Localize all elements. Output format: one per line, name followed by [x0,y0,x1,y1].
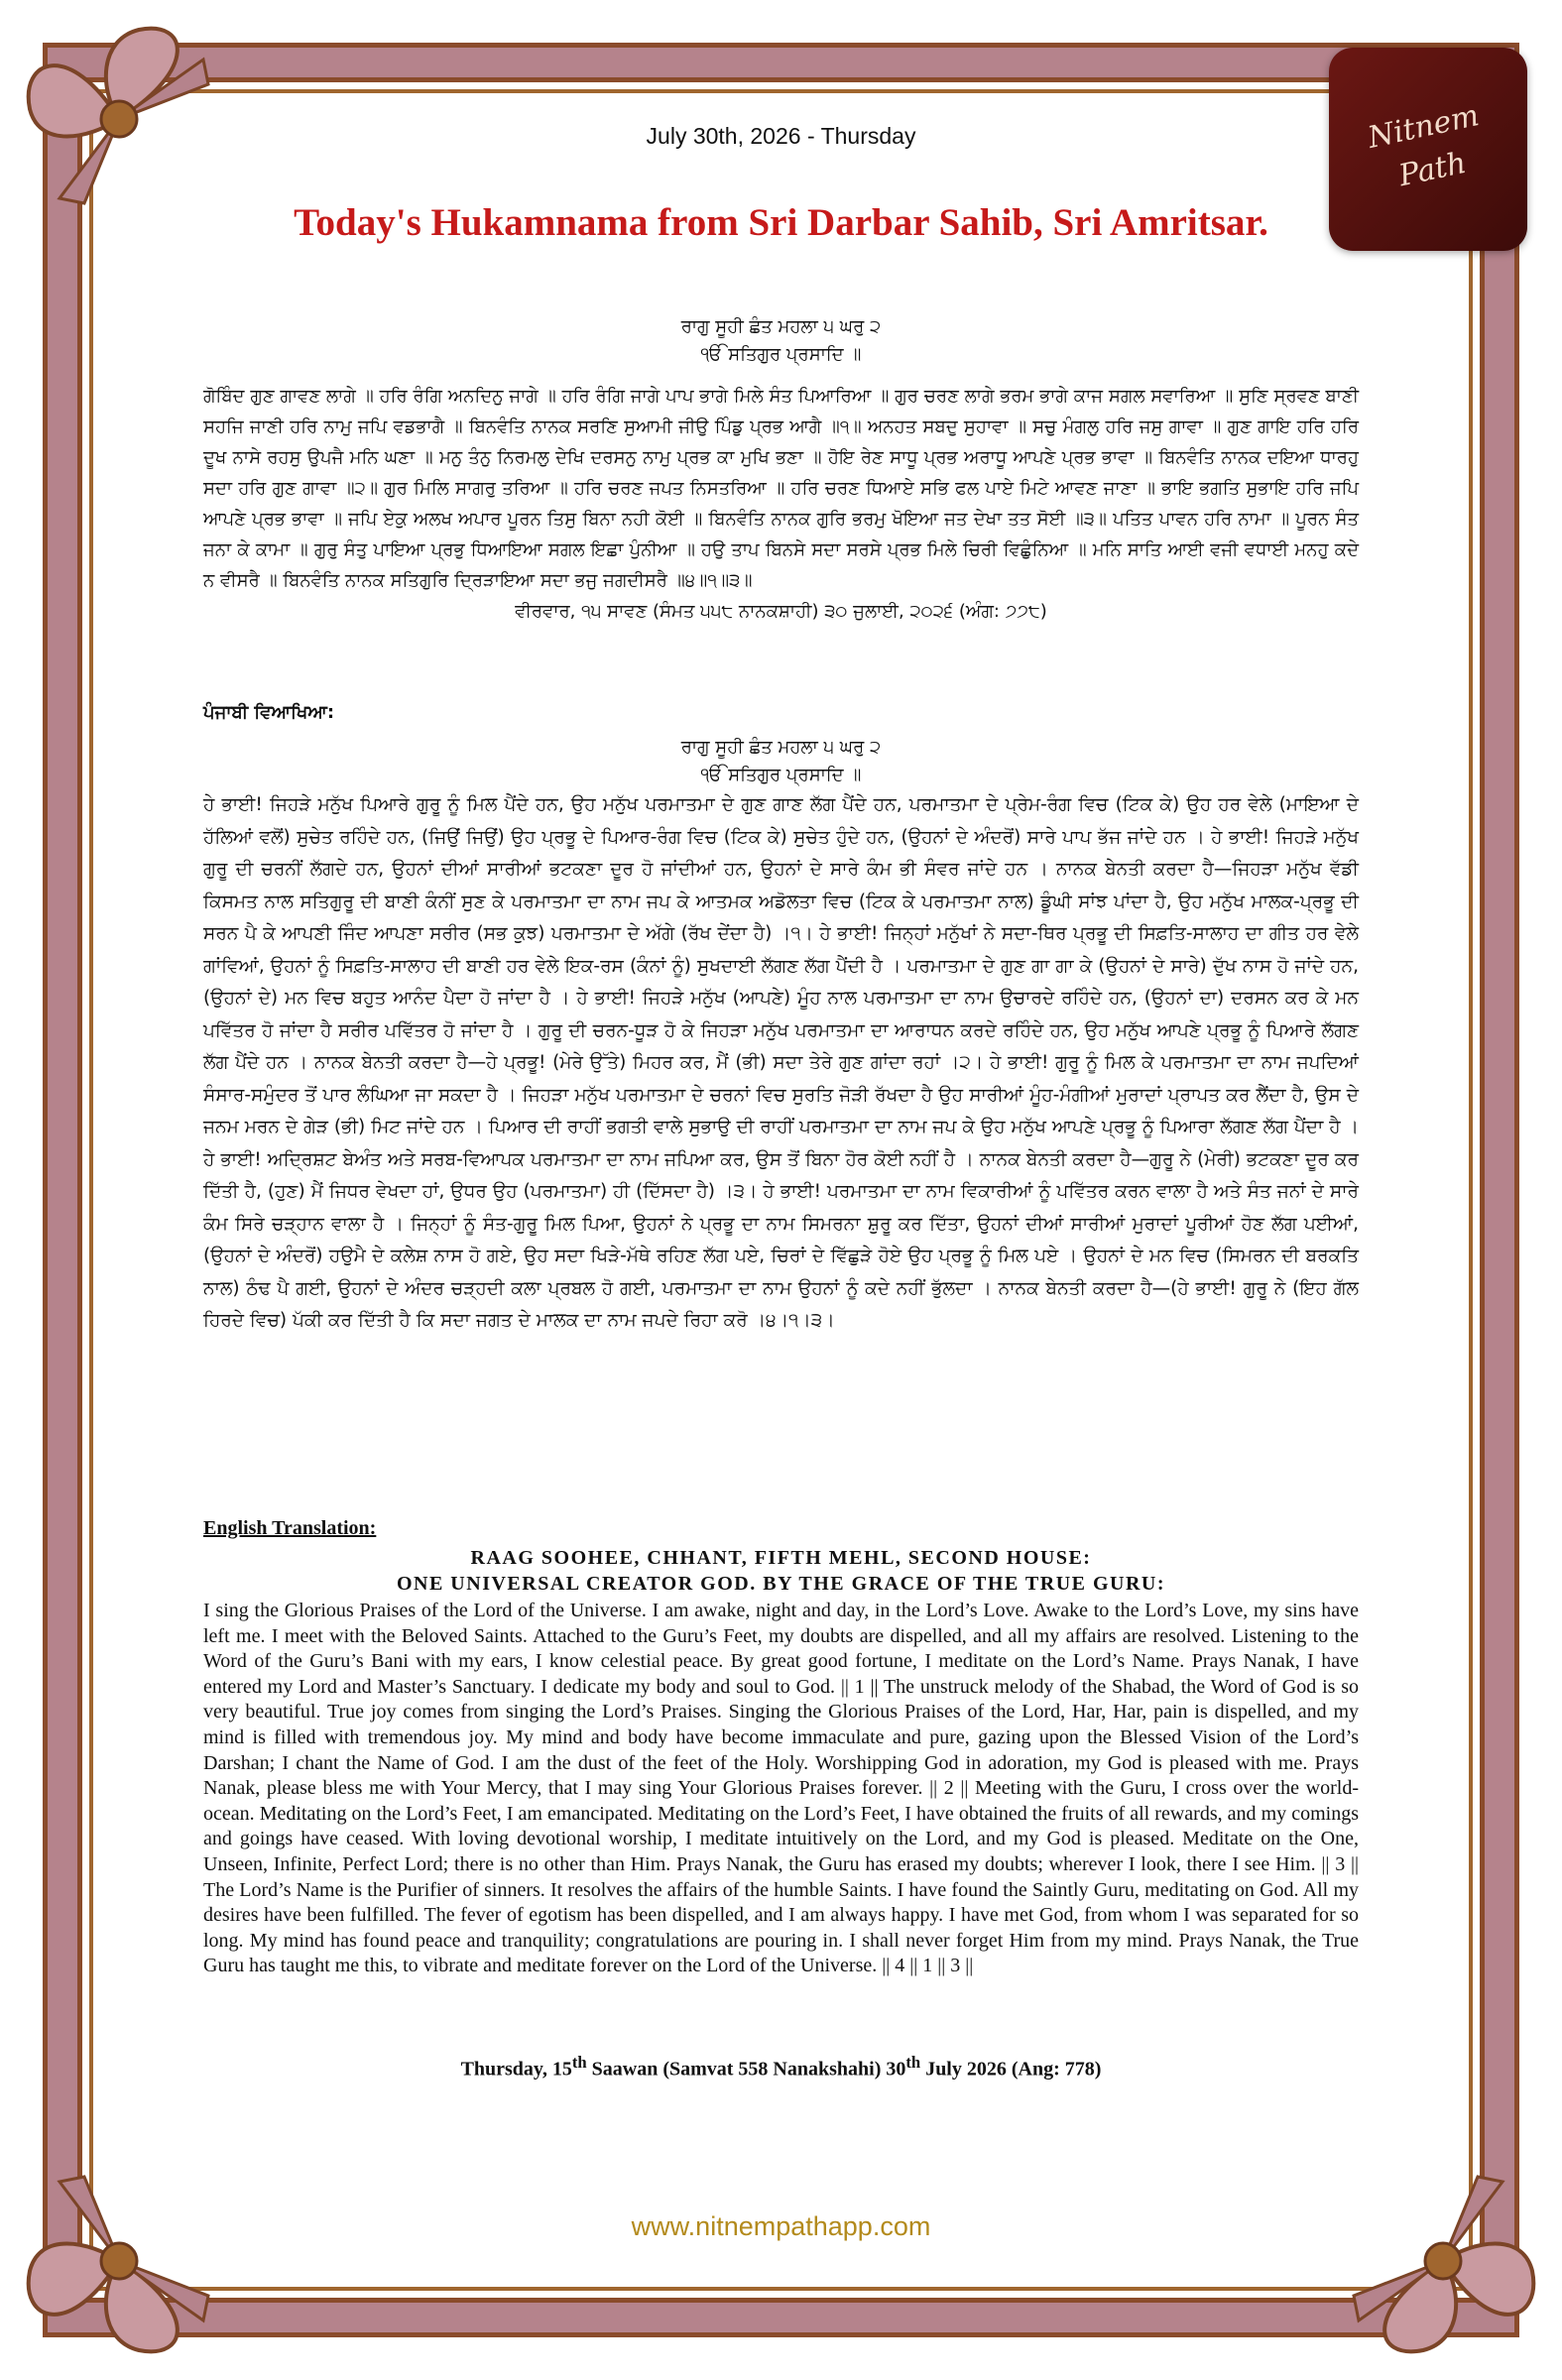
gurmukhi-date-line: ਵੀਰਵਾਰ, ੧੫ ਸਾਵਣ (ਸੰਮਤ ੫੫੮ ਨਾਨਕਸ਼ਾਹੀ) ੩੦ ਜੁਲਾਈ, ੨੦੨੬ (ਅੰਗ: ੭੭੮) [515,601,1047,622]
ribbon-bow-icon [1324,2142,1562,2380]
english-heading-line-2: ONE UNIVERSAL CREATOR GOD. BY THE GRACE OF THE TRUE GURU: [396,1573,1166,1595]
english-heading [203,1545,1359,1597]
date-suffix: July 2026 (Ang: 778) [920,2058,1102,2081]
gurmukhi-heading [203,313,1359,369]
english-translation-label: English Translation: [203,1517,377,1539]
ribbon-bow-icon [0,2142,238,2380]
punjabi-vyakhya-label: ਪੰਜਾਬੀ ਵਿਆਖਿਆ: [203,702,335,723]
vyakhya-heading [203,734,1359,789]
punjabi-vyakhya-text: ਹੇ ਭਾਈ! ਜਿਹੜੇ ਮਨੁੱਖ ਪਿਆਰੇ ਗੁਰੂ ਨੂੰ ਮਿਲ ਪੈਂਦੇ ਹਨ, ਉਹ ਮਨੁੱਖ ਪਰਮਾਤਮਾ ਦੇ ਗੁਣ ਗਾਣ ਲੱਗ ਪੈਂਦੇ ਹਨ, ਪਰਮਾਤਮਾ ਦੇ ਪ੍ਰੇਮ-ਰੰਗ ਵਿਚ (ਟਿਕ ਕੇ) ਉਹ ਹਰ ਵੇਲੇ (ਮਾਇਆ ਦੇ ਹੱਲਿਆਂ ਵਲੋਂ) ਸੁਚੇਤ ਰਹਿੰਦੇ ਹਨ, (ਜਿਉਂ ਜਿਉਂ) ਉਹ ਪ੍ਰਭੂ ਦੇ ਪਿਆਰ-ਰੰਗ ਵਿਚ (ਟਿਕ ਕੇ) ਸੁਚੇਤ ਹੁੰਦੇ ਹਨ, (ਉਹਨਾਂ ਦੇ ਅੰਦਰੋਂ) ਸਾਰੇ ਪਾਪ ਭੱਜ ਜਾਂਦੇ ਹਨ । ਹੇ ਭਾਈ! ਜਿਹੜੇ ਮਨੁੱਖ ਗੁਰੂ ਦੀ ਚਰਨੀਂ ਲੱਗਦੇ ਹਨ, ਉਹਨਾਂ ਦੀਆਂ ਸਾਰੀਆਂ ਭਟਕਣਾ ਦੂਰ ਹੋ ਜਾਂਦੀਆਂ ਹਨ, ਉਹਨਾਂ ਦੇ ਸਾਰੇ ਕੰਮ ਭੀ ਸੰਵਰ ਜਾਂਦੇ ਹਨ । ਨਾਨਕ ਬੇਨਤੀ ਕਰਦਾ ਹੈ—ਜਿਹੜਾ ਮਨੁੱਖ ਵੱਡੀ ਕਿਸਮਤ ਨਾਲ ਸਤਿਗੁਰੂ ਦੀ ਬਾਣੀ ਕੰਨੀਂ ਸੁਣ ਕੇ ਪਰਮਾਤਮਾ ਦਾ ਨਾਮ ਜਪ ਕੇ ਆਤਮਕ ਅਡੋਲਤਾ ਵਿਚ (ਟਿਕ ਕੇ ਪਰਮਾਤਮਾ ਨਾਲ) ਡੂੰਘੀ ਸਾਂਝ ਪਾਂਦਾ ਹੈ, ਉਹ ਮਨੁੱਖ ਮਾਲਕ-ਪ੍ਰਭੂ ਦੀ ਸਰਨ ਪੈ ਕੇ ਆਪਣੀ ਜਿੰਦ ਆਪਣਾ ਸਰੀਰ (ਸਭ ਕੁਝ) ਪਰਮਾਤਮਾ ਦੇ ਅੱਗੇ (ਰੱਖ ਦੇਂਦਾ ਹੈ) ।੧। ਹੇ ਭਾਈ! ਜਿਨ੍ਹਾਂ ਮਨੁੱਖਾਂ ਨੇ ਸਦਾ-ਥਿਰ ਪ੍ਰਭੂ ਦੀ ਸਿਫ਼ਤਿ-ਸਾਲਾਹ ਦਾ ਗੀਤ ਹਰ ਵੇਲੇ ਗਾਂਵਿਆਂ, ਉਹਨਾਂ ਨੂੰ ਸਿਫ਼ਤਿ-ਸਾਲਾਹ ਦੀ ਬਾਣੀ ਹਰ ਵੇਲੇ ਇਕ-ਰਸ (ਕੰਨਾਂ ਨੂੰ) ਸੁਖਦਾਈ ਲੱਗਣ ਲੱਗ ਪੈਂਦੀ ਹੈ । ਪਰਮਾਤਮਾ ਦੇ ਗੁਣ ਗਾ ਗਾ ਕੇ (ਉਹਨਾਂ ਦੇ ਸਾਰੇ) ਦੁੱਖ ਨਾਸ ਹੋ ਜਾਂਦੇ ਹਨ, (ਉਹਨਾਂ ਦੇ) ਮਨ ਵਿਚ ਬਹੁਤ ਆਨੰਦ ਪੈਦਾ ਹੋ ਜਾਂਦਾ ਹੈ । ਹੇ ਭਾਈ! ਜਿਹੜੇ ਮਨੁੱਖ (ਆਪਣੇ) ਮੂੰਹ ਨਾਲ ਪਰਮਾਤਮਾ ਦਾ ਨਾਮ ਉਚਾਰਦੇ ਰਹਿੰਦੇ ਹਨ, (ਉਹਨਾਂ ਦਾ) ਦਰਸਨ ਕਰ ਕੇ ਮਨ ਪਵਿੱਤਰ ਹੋ ਜਾਂਦਾ ਹੈ ਸਰੀਰ ਪਵਿੱਤਰ ਹੋ ਜਾਂਦਾ ਹੈ । ਗੁਰੂ ਦੀ ਚਰਨ-ਧੂੜ ਹੋ ਕੇ ਜਿਹੜਾ ਮਨੁੱਖ ਪਰਮਾਤਮਾ ਦਾ ਆਰਾਧਨ ਕਰਦੇ ਰਹਿੰਦੇ ਹਨ, ਉਹ ਮਨੁੱਖ ਆਪਣੇ ਪ੍ਰਭੂ ਨੂੰ ਪਿਆਰੇ ਲੱਗਣ ਲੱਗ ਪੈਂਦੇ ਹਨ । ਨਾਨਕ ਬੇਨਤੀ ਕਰਦਾ ਹੈ—ਹੇ ਪ੍ਰਭੂ! (ਮੇਰੇ ਉੱਤੇ) ਮਿਹਰ ਕਰ, ਮੈਂ (ਭੀ) ਸਦਾ ਤੇਰੇ ਗੁਣ ਗਾਂਦਾ ਰਹਾਂ ।੨। ਹੇ ਭਾਈ! ਗੁਰੂ ਨੂੰ ਮਿਲ ਕੇ ਪਰਮਾਤਮਾ ਦਾ ਨਾਮ ਜਪਦਿਆਂ ਸੰਸਾਰ-ਸਮੁੰਦਰ ਤੋਂ ਪਾਰ ਲੰਘਿਆ ਜਾ ਸਕਦਾ ਹੈ । ਜਿਹੜਾ ਮਨੁੱਖ ਪਰਮਾਤਮਾ ਦੇ ਚਰਨਾਂ ਵਿਚ ਸੁਰਤਿ ਜੋੜੀ ਰੱਖਦਾ ਹੈ ਉਹ ਸਾਰੀਆਂ ਮੂੰਹ-ਮੰਗੀਆਂ ਮੁਰਾਦਾਂ ਪ੍ਰਾਪਤ ਕਰ ਲੈਂਦਾ ਹੈ, ਉਸ ਦੇ ਜਨਮ ਮਰਨ ਦੇ ਗੇੜ (ਭੀ) ਮਿਟ ਜਾਂਦੇ ਹਨ । ਪਿਆਰ ਦੀ ਰਾਹੀਂ ਭਗਤੀ ਵਾਲੇ ਸੁਭਾਉ ਦੀ ਰਾਹੀਂ ਪਰਮਾਤਮਾ ਦਾ ਨਾਮ ਜਪ ਕੇ ਉਹ ਮਨੁੱਖ ਆਪਣੇ ਪ੍ਰਭੂ ਨੂੰ ਪਿਆਰਾ ਲੱਗਣ ਲੱਗ ਪੈਂਦਾ ਹੈ । ਹੇ ਭਾਈ! ਅਦ੍ਰਿਸ਼ਟ ਬੇਅੰਤ ਅਤੇ ਸਰਬ-ਵਿਆਪਕ ਪਰਮਾਤਮਾ ਦਾ ਨਾਮ ਜਪਿਆ ਕਰ, ਉਸ ਤੋਂ ਬਿਨਾ ਹੋਰ ਕੋਈ ਨਹੀਂ ਹੈ । ਨਾਨਕ ਬੇਨਤੀ ਕਰਦਾ ਹੈ—ਗੁਰੂ ਨੇ (ਮੇਰੀ) ਭਟਕਣਾ ਦੂਰ ਕਰ ਦਿੱਤੀ ਹੈ, (ਹੁਣ) ਮੈਂ ਜਿਧਰ ਵੇਖਦਾ ਹਾਂ, ਉਧਰ ਉਹ (ਪਰਮਾਤਮਾ) ਹੀ (ਦਿੱਸਦਾ ਹੈ) ।੩। ਹੇ ਭਾਈ! ਪਰਮਾਤਮਾ ਦਾ ਨਾਮ ਵਿਕਾਰੀਆਂ ਨੂੰ ਪਵਿੱਤਰ ਕਰਨ ਵਾਲਾ ਹੈ ਅਤੇ ਸੰਤ ਜਨਾਂ ਦੇ ਸਾਰੇ ਕੰਮ ਸਿਰੇ ਚੜ੍ਹਾਨ ਵਾਲਾ ਹੈ । ਜਿਨ੍ਹਾਂ ਨੂੰ ਸੰਤ-ਗੁਰੂ ਮਿਲ ਪਿਆ, ਉਹਨਾਂ ਨੇ ਪ੍ਰਭੂ ਦਾ ਨਾਮ ਸਿਮਰਨਾ ਸ਼ੁਰੂ ਕਰ ਦਿੱਤਾ, ਉਹਨਾਂ ਦੀਆਂ ਸਾਰੀਆਂ ਮੁਰਾਦਾਂ ਪੂਰੀਆਂ ਹੋਣ ਲੱਗ ਪਈਆਂ, (ਉਹਨਾਂ ਦੇ ਅੰਦਰੋਂ) ਹਉਮੈ ਦੇ ਕਲੇਸ਼ ਨਾਸ ਹੋ ਗਏ, ਉਹ ਸਦਾ ਖਿੜੇ-ਮੱਥੇ ਰਹਿਣ ਲੱਗ ਪਏ, ਚਿਰਾਂ ਦੇ ਵਿੱਛੁੜੇ ਹੋਏ ਉਹ ਪ੍ਰਭੂ ਨੂੰ ਮਿਲ ਪਏ । ਉਹਨਾਂ ਦੇ ਮਨ ਵਿਚ (ਸਿਮਰਨ ਦੀ ਬਰਕਤਿ ਨਾਲ) ਠੰਢ ਪੈ ਗਈ, ਉਹਨਾਂ ਦੇ ਅੰਦਰ ਚੜ੍ਹਦੀ ਕਲਾ ਪ੍ਰਬਲ ਹੋ ਗਈ, ਪਰਮਾਤਮਾ ਦਾ ਨਾਮ ਉਹਨਾਂ ਨੂੰ ਕਦੇ ਨਹੀਂ ਭੁੱਲਦਾ । ਨਾਨਕ ਬੇਨਤੀ ਕਰਦਾ ਹੈ—(ਹੇ ਭਾਈ! ਗੁਰੂ ਨੇ (ਇਹ ਗੱਲ ਹਿਰਦੇ ਵਿਚ) ਪੱਕੀ ਕਰ ਦਿੱਤੀ ਹੈ ਕਿ ਸਦਾ ਜਗਤ ਦੇ ਮਾਲਕ ਦਾ ਨਾਮ ਜਪਦੇ ਰਿਹਾ ਕਰੋ ।੪।੧।੩। [203,794,1359,1331]
mool-line: ੴ ਸਤਿਗੁਰ ਪ੍ਰਸਾਦਿ ॥ [700,344,862,365]
english-heading-line-1: RAAG SOOHEE, CHHANT, FIFTH MEHL, SECOND HOUSE: [470,1547,1092,1569]
date-mid: Saawan (Samvat 558 Nanakshahi) 30 [586,2058,906,2081]
vyakhya-mool-line: ੴ ਸਤਿਗੁਰ ਪ੍ਰਸਾਦਿ ॥ [700,765,862,785]
gurmukhi-shabad [203,381,1359,627]
website-link[interactable]: www.nitnempathapp.com [631,2211,931,2241]
date-sup-2: th [905,2053,921,2072]
english-date-line [203,2053,1359,2082]
logo-text: Nitnem Path [1365,98,1483,194]
shabad-text: ਗੋਬਿੰਦ ਗੁਣ ਗਾਵਣ ਲਾਗੇ ॥ ਹਰਿ ਰੰਗਿ ਅਨਦਿਨੁ ਜਾਗੇ ॥ ਹਰਿ ਰੰਗਿ ਜਾਗੇ ਪਾਪ ਭਾਗੇ ਮਿਲੇ ਸੰਤ ਪਿਆਰਿਆ ॥ ਗੁਰ ਚਰਣ ਲਾਗੇ ਭਰਮ ਭਾਗੇ ਕਾਜ ਸਗਲ ਸਵਾਰਿਆ ॥ ਸੁਣਿ ਸ੍ਰਵਣ ਬਾਣੀ ਸਹਜਿ ਜਾਣੀ ਹਰਿ ਨਾਮੁ ਜਪਿ ਵਡਭਾਗੈ ॥ ਬਿਨਵੰਤਿ ਨਾਨਕ ਸਰਣਿ ਸੁਆਮੀ ਜੀਉ ਪਿੰਡੁ ਪ੍ਰਭ ਆਗੈ ॥੧॥ ਅਨਹਤ ਸਬਦੁ ਸੁਹਾਵਾ ॥ ਸਚੁ ਮੰਗਲੁ ਹਰਿ ਜਸੁ ਗਾਵਾ ॥ ਗੁਣ ਗਾਇ ਹਰਿ ਹਰਿ ਦੂਖ ਨਾਸੇ ਰਹਸੁ ਉਪਜੈ ਮਨਿ ਘਣਾ ॥ ਮਨੁ ਤੰਨੁ ਨਿਰਮਲੁ ਦੇਖਿ ਦਰਸਨੁ ਨਾਮੁ ਪ੍ਰਭ ਕਾ ਮੁਖਿ ਭਣਾ ॥ ਹੋਇ ਰੇਣ ਸਾਧੂ ਪ੍ਰਭ ਅਰਾਧੂ ਆਪਣੇ ਪ੍ਰਭ ਭਾਵਾ ॥ ਬਿਨਵੰਤਿ ਨਾਨਕ ਦਇਆ ਧਾਰਹੁ ਸਦਾ ਹਰਿ ਗੁਣ ਗਾਵਾ ॥੨॥ ਗੁਰ ਮਿਲਿ ਸਾਗਰੁ ਤਰਿਆ ॥ ਹਰਿ ਚਰਣ ਜਪਤ ਨਿਸਤਰਿਆ ॥ ਹਰਿ ਚਰਣ ਧਿਆਏ ਸਭਿ ਫਲ ਪਾਏ ਮਿਟੇ ਆਵਣ ਜਾਣਾ ॥ ਭਾਇ ਭਗਤਿ ਸੁਭਾਇ ਹਰਿ ਜਪਿ ਆਪਣੇ ਪ੍ਰਭ ਭਾਵਾ ॥ ਜਪਿ ਏਕੁ ਅਲਖ ਅਪਾਰ ਪੂਰਨ ਤਿਸੁ ਬਿਨਾ ਨਹੀ ਕੋਈ ॥ ਬਿਨਵੰਤਿ ਨਾਨਕ ਗੁਰਿ ਭਰਮੁ ਖੋਇਆ ਜਤ ਦੇਖਾ ਤਤ ਸੋਈ ॥੩॥ ਪਤਿਤ ਪਾਵਨ ਹਰਿ ਨਾਮਾ ॥ ਪੂਰਨ ਸੰਤ ਜਨਾ ਕੇ ਕਾਮਾ ॥ ਗੁਰੁ ਸੰਤੁ ਪਾਇਆ ਪ੍ਰਭੁ ਧਿਆਇਆ ਸਗਲ ਇਛਾ ਪੁੰਨੀਆ ॥ ਹਉ ਤਾਪ ਬਿਨਸੇ ਸਦਾ ਸਰਸੇ ਪ੍ਰਭ ਮਿਲੇ ਚਿਰੀ ਵਿਛੁੰਨਿਆ ॥ ਮਨਿ ਸਾਤਿ ਆਈ ਵਜੀ ਵਧਾਈ ਮਨਹੁ ਕਦੇ ਨ ਵੀਸਰੈ ॥ ਬਿਨਵੰਤਿ ਨਾਨਕ ਸਤਿਗੁਰਿ ਦ੍ਰਿੜਾਇਆ ਸਦਾ ਭਜੁ ਜਗਦੀਸਰੈ ॥੪॥੧॥੩॥ [203,386,1359,591]
date-sup-1: th [571,2053,587,2072]
english-translation-text: I sing the Glorious Praises of the Lord of the Universe. I am awake, night and day, in the Lord’s Love. Awake to the Lord’s Love, my sins have left me. I meet with the Beloved Saints. Attached to the Guru’s Feet, my doubts are dispelled, and all my affairs are resolved. Listening to the Word of the Guru’s Bani with my ears, I know celestial peace. By great good fortune, I meditate on the Lord’s Name. Prays Nanak, I have entered my Lord and Master’s Sanctuary. I dedicate my body and soul to God. || 1 || The unstruck melody of the Shabad, the Word of God is so very beautiful. True joy comes from singing the Lord’s Praises. Singing the Glorious Praises of the Lord, Har, Har, pain is dispelled, and my mind is filled with tremendous joy. My mind and body have become immaculate and pure, gazing upon the Blessed Vision of the Lord’s Darshan; I chant the Name of God. I am the dust of the feet of the Holy. Worshipping God in adoration, my God is pleased with me. Prays Nanak, please bless me with Your Mercy, that I may sing Your Glorious Praises forever. || 2 || Meeting with the Guru, I cross over the world-ocean. Meditating on the Lord’s Feet, I am emancipated. Meditating on the Lord’s Feet, I have obtained the fruits of all rewards, and my comings and goings have ceased. With loving devotional worship, I meditate intuitively on the Lord, and my God is pleased. Meditate on the One, Unseen, Infinite, Perfect Lord; there is no other than Him. Prays Nanak, the Guru has erased my doubts; wherever I look, there I see Him. || 3 || The Lord’s Name is the Purifier of sinners. It resolves the affairs of the humble Saints. I have found the Saintly Guru, meditating on God. All my desires have been fulfilled. The fever of egotism has been dispelled, and I am always happy. I have met God, from whom I was separated for so long. My mind has found peace and tranquility; congratulations are pouring in. I shall never forget Him from my mind. Prays Nanak, the True Guru has taught me this, to vibrate and meditate forever on the Lord of the Universe. || 4 || 1 || 3 || [203,1600,1359,1977]
date-prefix: Thursday, 15 [460,2058,572,2081]
raag-line: ਰਾਗੁ ਸੂਹੀ ਛੰਤ ਮਹਲਾ ੫ ਘਰੁ ੨ [680,316,882,337]
hukamnama-date: July 30th, 2026 - Thursday [646,123,916,149]
page-title: Today's Hukamnama from Sri Darbar Sahib, Sri Amritsar. [294,201,1268,244]
vyakhya-raag-line: ਰਾਗੁ ਸੂਹੀ ਛੰਤ ਮਹਲਾ ੫ ਘਰੁ ੨ [680,737,882,758]
